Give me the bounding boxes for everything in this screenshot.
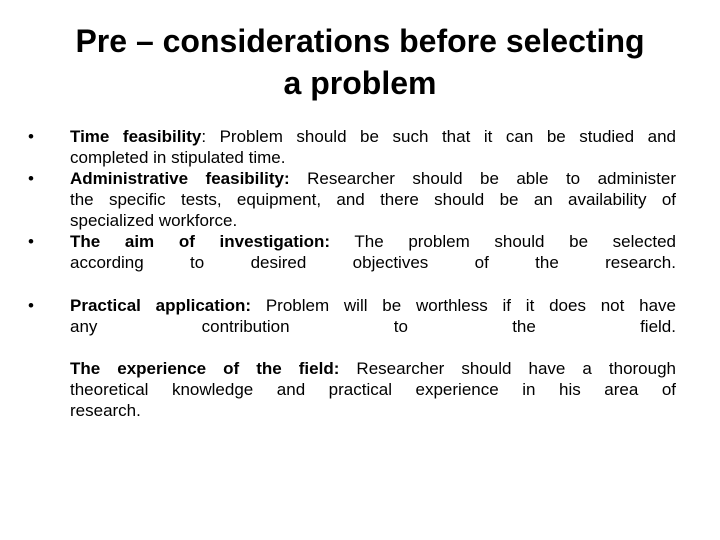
title-line-1: Pre – considerations before selecting	[75, 23, 645, 59]
list-item-administrative-feasibility	[28, 168, 676, 231]
item-line	[70, 358, 676, 379]
title-line-2: a problem	[283, 65, 437, 101]
item-line: the specific tests, equipment, and there should be an availability of	[70, 190, 676, 209]
slide-body	[28, 126, 676, 421]
list-item-practical-application	[28, 295, 676, 337]
item-text: Problem should be such that it can be studied and	[219, 127, 676, 146]
item-line: completed in stipulated time.	[70, 148, 286, 167]
item-separator: :	[201, 127, 220, 146]
item-text: Researcher should have a thorough	[339, 359, 677, 378]
item-term: Time feasibility	[70, 127, 202, 146]
item-line: any contribution to the field.	[70, 317, 676, 336]
item-line	[70, 168, 676, 189]
bullet: •	[28, 127, 34, 146]
list-item-aim-of-investigation	[28, 231, 676, 273]
item-line: specialized workforce.	[70, 211, 238, 230]
paragraph-experience-of-field	[28, 358, 676, 421]
item-term: Administrative feasibility:	[70, 169, 290, 188]
bullet: •	[28, 169, 34, 188]
item-text: Problem will be worthless if it does not have	[251, 296, 676, 315]
bullet: •	[28, 232, 34, 251]
bullet: •	[28, 296, 34, 315]
item-line	[70, 231, 676, 252]
item-text: The problem should be selected	[330, 232, 677, 251]
item-text: Researcher should be able to administer	[289, 169, 677, 188]
slide-title	[40, 20, 680, 104]
list-item-time-feasibility	[28, 126, 676, 168]
item-term: Practical application:	[70, 296, 252, 315]
item-term: The aim of investigation:	[70, 232, 331, 251]
item-line	[70, 126, 676, 147]
item-term: The experience of the field:	[70, 359, 340, 378]
item-line: according to desired objectives of the research.	[70, 253, 676, 272]
item-line: theoretical knowledge and practical experience in his area of	[70, 380, 676, 399]
item-line: research.	[70, 401, 141, 420]
item-line	[70, 295, 676, 316]
